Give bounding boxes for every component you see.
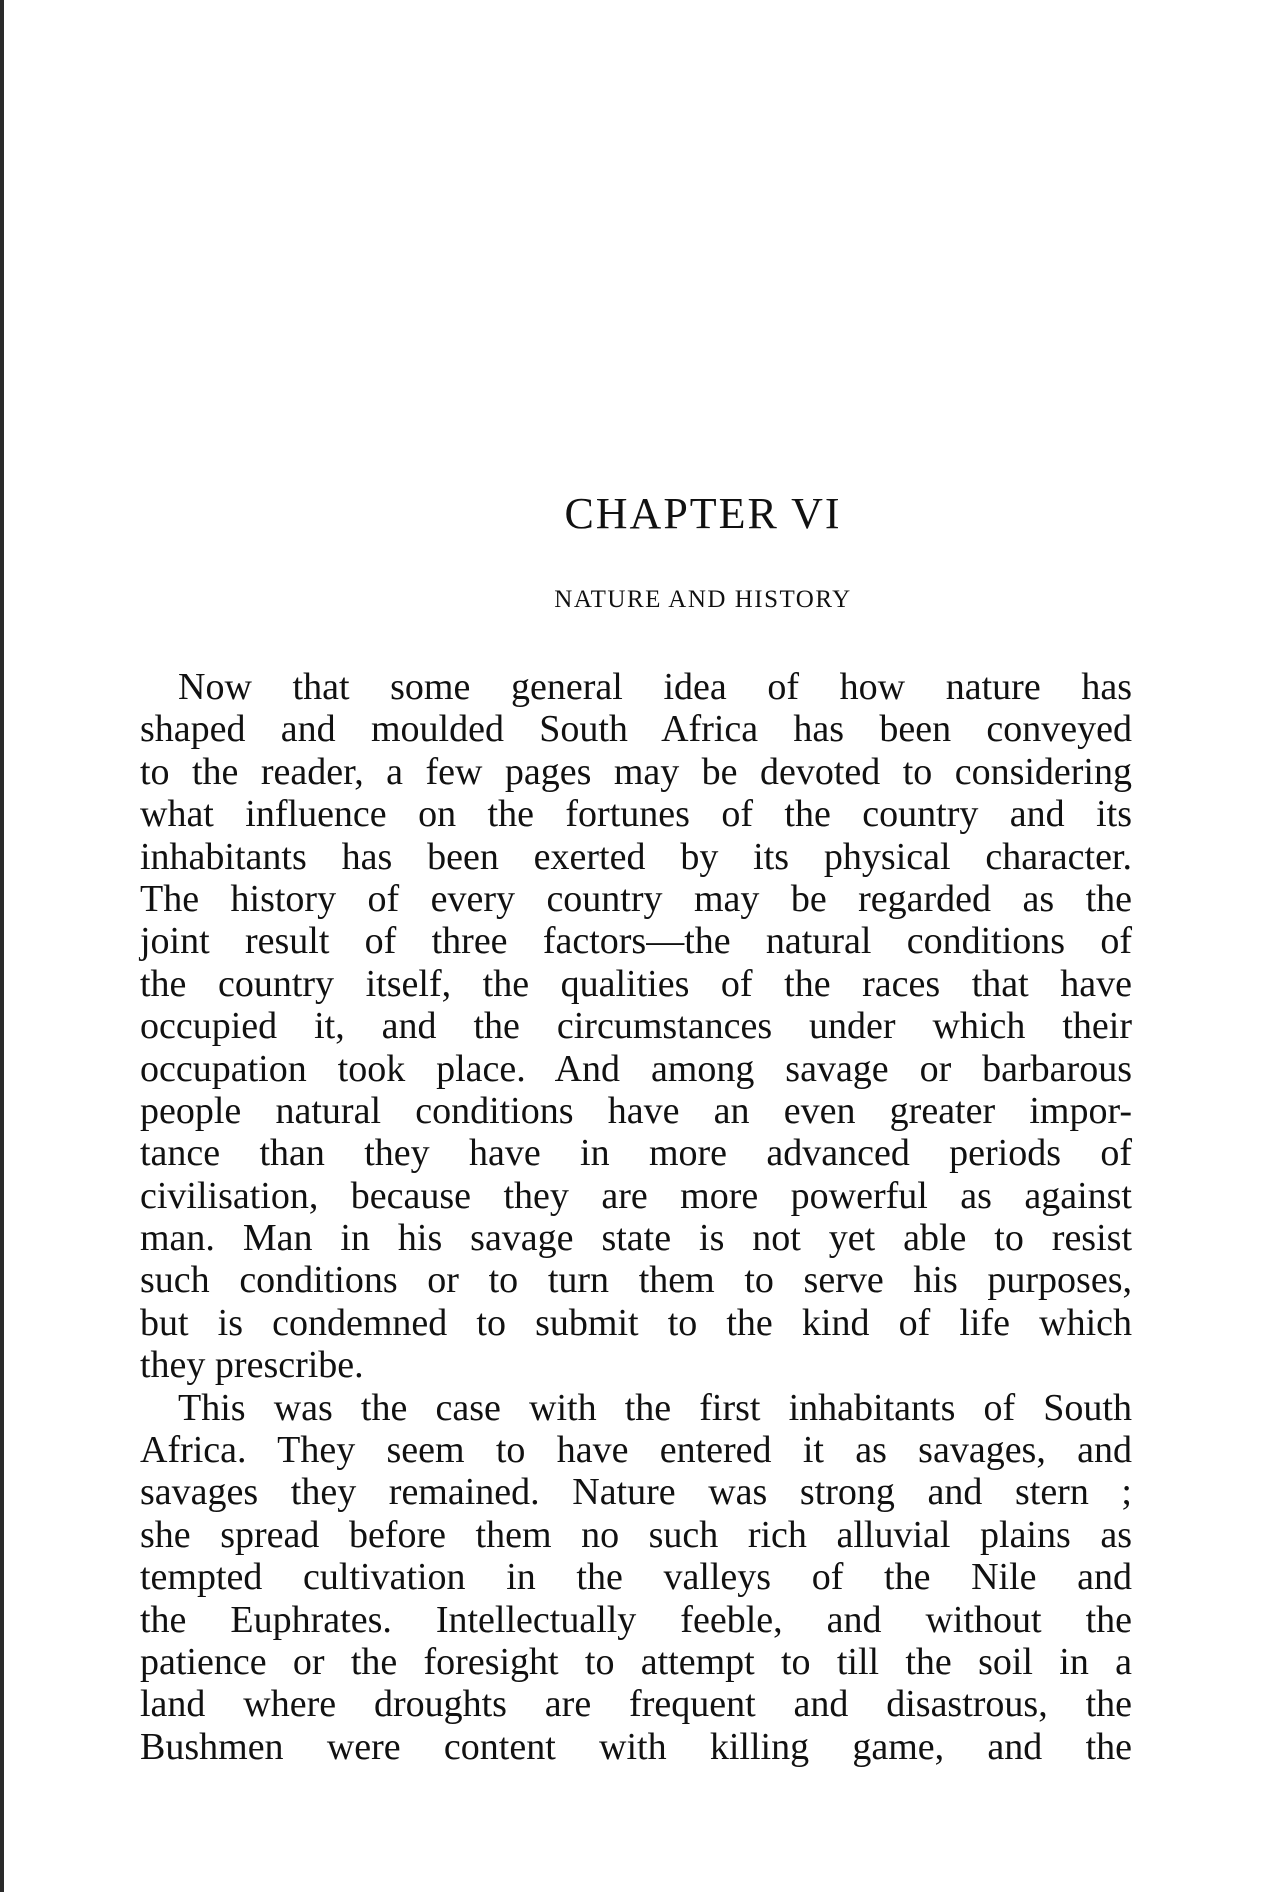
paragraph-2 xyxy=(140,1387,1132,1769)
text-line: Now that some general idea of how nature has xyxy=(178,666,1132,708)
text-line: occupied it, and the circumstances under which their xyxy=(140,1005,1132,1048)
text-line: The history of every country may be regarded as the xyxy=(140,877,1132,920)
text-line: land where droughts are frequent and disastrous, the xyxy=(140,1683,1132,1726)
text-line: such conditions or to turn them to serve his purposes, xyxy=(140,1259,1132,1302)
text-line: what influence on the fortunes of the country and its xyxy=(140,793,1132,836)
section-title: NATURE AND HISTORY xyxy=(554,586,852,613)
paragraph-1 xyxy=(140,666,1132,1387)
text-line: she spread before them no such rich alluvial plains as xyxy=(140,1513,1132,1556)
text-line: the Euphrates. Intellectually feeble, and without the xyxy=(140,1598,1132,1641)
text-line: but is condemned to submit to the kind of life which xyxy=(140,1301,1132,1344)
text-line: Bushmen were content with killing game, and the xyxy=(140,1725,1132,1768)
text-line: savages they remained. Nature was strong and stern ; xyxy=(140,1471,1132,1514)
text-line: the country itself, the qualities of the races that have xyxy=(140,962,1132,1005)
chapter-title: CHAPTER VI xyxy=(564,489,842,538)
text-line: inhabitants has been exerted by its physical character. xyxy=(140,835,1132,878)
text-line: to the reader, a few pages may be devoted to considering xyxy=(140,750,1132,793)
text-line: people natural conditions have an even greater impor- xyxy=(140,1089,1132,1132)
text-line: joint result of three factors—the natural conditions of xyxy=(140,920,1132,963)
text-line: Africa. They seem to have entered it as savages, and xyxy=(140,1429,1132,1472)
page-binding-edge xyxy=(0,0,4,1892)
text-line: occupation took place. And among savage or barbarous xyxy=(140,1047,1132,1090)
text-line: tempted cultivation in the valleys of the Nile and xyxy=(140,1556,1132,1599)
text-line: patience or the foresight to attempt to till the soil in a xyxy=(140,1640,1132,1683)
text-line: This was the case with the first inhabitants of South xyxy=(178,1386,1132,1429)
text-line: man. Man in his savage state is not yet able to resist xyxy=(140,1217,1132,1260)
text-line: civilisation, because they are more powerful as against xyxy=(140,1174,1132,1217)
body-text xyxy=(140,666,1132,1768)
text-line: shaped and moulded South Africa has been conveyed xyxy=(140,708,1132,751)
text-line: they prescribe. xyxy=(140,1344,364,1387)
text-line: tance than they have in more advanced periods of xyxy=(140,1132,1132,1175)
